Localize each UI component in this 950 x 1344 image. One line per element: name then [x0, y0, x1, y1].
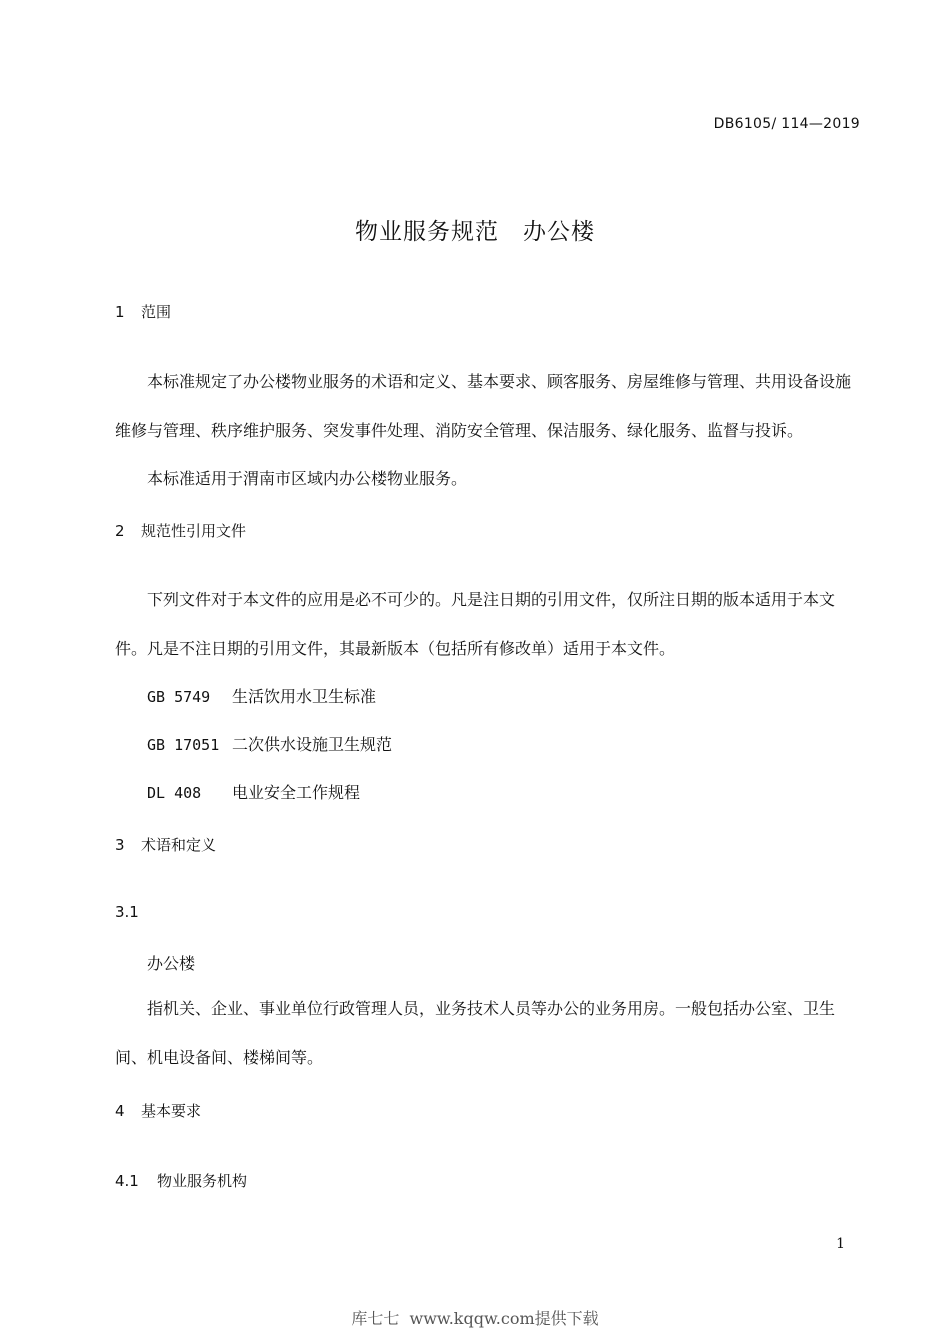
references-intro-paragraph: 下列文件对于本文件的应用是必不可少的。凡是注日期的引用文件，仅所注日期的版本适用于本文件。凡是不注日期的引用文件，其最新版本（包括所有修改单）适用于本文件。 [115, 590, 836, 658]
section-3-heading [115, 834, 216, 855]
section-2-heading [115, 520, 246, 541]
section-number: 4 [115, 1102, 125, 1120]
reference-title: 电业安全工作规程 [232, 783, 361, 802]
subsection-number: 4.1 [115, 1172, 139, 1190]
reference-item [147, 684, 376, 707]
reference-item [147, 732, 392, 755]
subsection-title: 物业服务机构 [157, 1172, 248, 1190]
reference-title: 二次供水设施卫生规范 [232, 735, 393, 754]
scope-applicability-paragraph: 本标准适用于渭南市区域内办公楼物业服务。 [147, 469, 468, 488]
document-title: 物业服务规范 办公楼 [355, 219, 595, 245]
section-title: 术语和定义 [141, 836, 217, 854]
standard-id: DB6105/ 114—2019 [713, 116, 860, 132]
download-footer: 库七七 www.kqqw.com提供下载 [351, 1309, 599, 1328]
reference-code: GB 17051 [147, 736, 220, 754]
term-name: 办公楼 [147, 954, 196, 973]
scope-paragraph: 本标准规定了办公楼物业服务的术语和定义、基本要求、顾客服务、房屋维修与管理、共用设备设施维修与管理、秩序维护服务、突发事件处理、消防安全管理、保洁服务、绿化服务、监督与投诉。 [115, 372, 852, 440]
term-definition: 指机关、企业、事业单位行政管理人员，业务技术人员等办公的业务用房。一般包括办公室、卫生间、机电设备间、楼梯间等。 [115, 999, 836, 1067]
subsection-number: 3.1 [115, 903, 139, 921]
section-4-heading [115, 1100, 201, 1121]
section-title: 基本要求 [141, 1102, 202, 1120]
section-number: 1 [115, 303, 125, 321]
section-number: 3 [115, 836, 125, 854]
subsection-4-1-heading [115, 1170, 247, 1191]
reference-item [147, 780, 360, 803]
section-number: 2 [115, 522, 125, 540]
reference-code: GB 5749 [147, 688, 211, 706]
reference-code: DL 408 [147, 784, 202, 802]
reference-title: 生活饮用水卫生标准 [232, 687, 377, 706]
section-1-heading [115, 301, 171, 322]
section-title: 规范性引用文件 [141, 522, 247, 540]
page-number: 1 [836, 1236, 845, 1252]
section-title: 范围 [141, 303, 172, 321]
